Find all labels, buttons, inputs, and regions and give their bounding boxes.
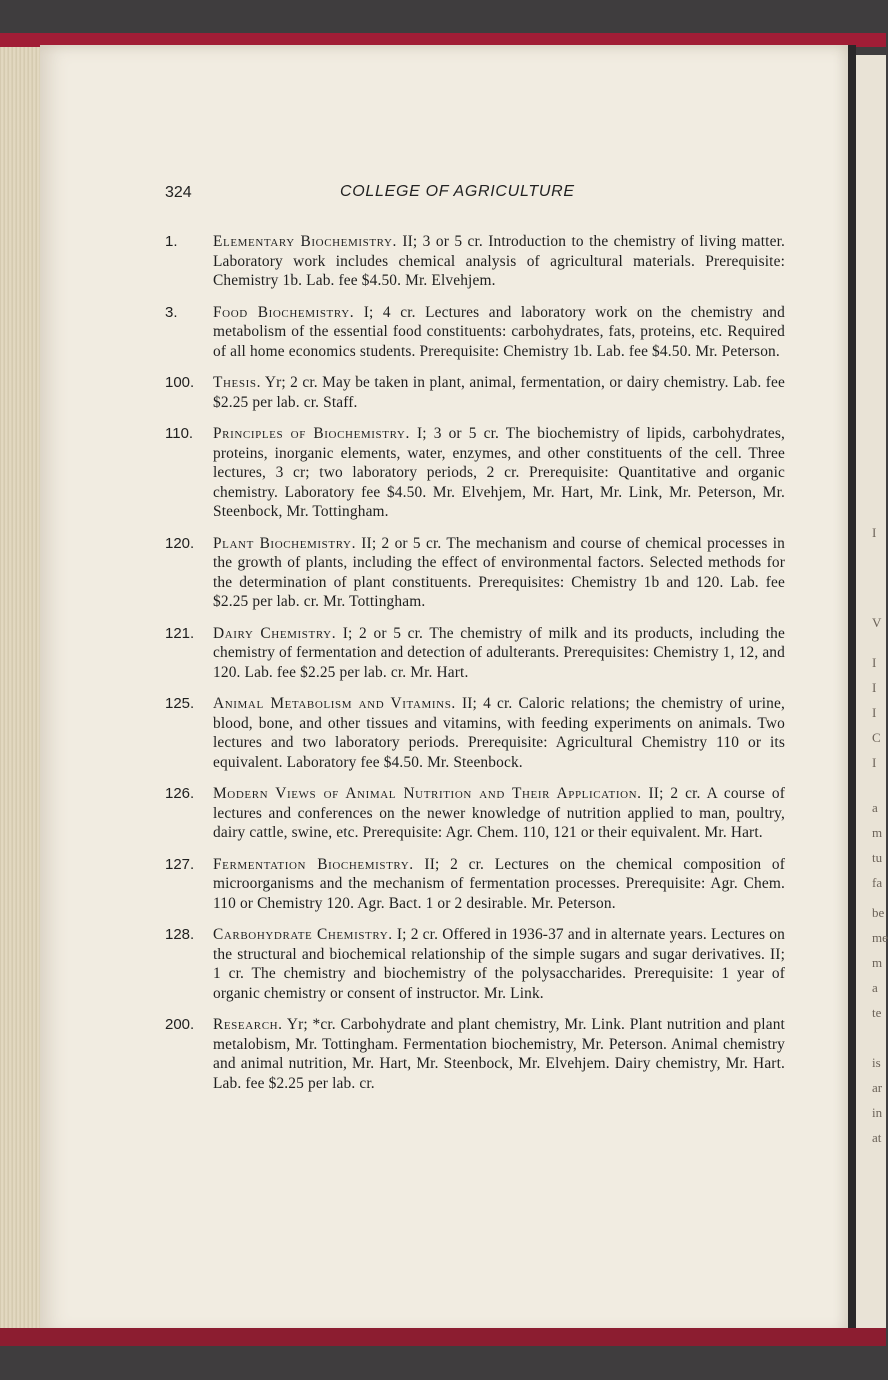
course-body	[213, 784, 785, 843]
course-description: Yr; 2 cr. May be taken in plant, animal, fermentation, or dairy chemistry. Lab. fee $2.25 per lab. cr. Staff.	[213, 374, 785, 411]
course-description: II; 4 cr. Caloric relations; the chemistry of urine, blood, bone, and other tissues and vitamins, with feeding experiments on animals. Two lectures and two laboratory periods. Prerequisite: Agricultural Chemistry 110 or its equivalent. Laboratory fee $4.50. Mr. Steenbock.	[213, 695, 785, 771]
course-number: 100.	[165, 374, 195, 391]
course-body	[213, 624, 785, 683]
course-title: Fermentation Biochemistry.	[213, 855, 414, 873]
course-entry-127	[165, 855, 785, 914]
course-title: Thesis.	[213, 374, 262, 391]
course-description: I; 3 or 5 cr. The biochemistry of lipids, carbohydrates, proteins, inorganic elements, water, enzymes, and other constituents of the cell. Three lectures, 3 cr; two laboratory periods, 2 cr. Prerequisite: Quantitative and organic chemistry. Laboratory fee $4.50. Mr. Elvehjem, Mr. Hart, Mr. Link, Mr. Peterson, Mr. Steenbock, Mr. Tottingham.	[213, 425, 785, 520]
book-binding-bottom	[0, 1328, 886, 1346]
course-number: 128.	[165, 926, 195, 943]
course-entry-120	[165, 534, 785, 612]
course-title: Dairy Chemistry.	[213, 624, 337, 642]
course-description: I; 2 or 5 cr. The chemistry of milk and its products, including the chemistry of fermentation and detection of adulterants. Prerequisites: Chemistry 1, 12, and 120. Lab. fee $2.25 per lab. cr. Mr. Hart.	[213, 624, 785, 681]
course-entry-3	[165, 303, 785, 362]
course-body	[213, 232, 785, 291]
course-title: Research.	[213, 1016, 283, 1033]
course-entry-128	[165, 925, 785, 1003]
next-page-edge: I V I I I C I a m tu fa be me m a te is ar in at	[856, 55, 886, 1335]
course-number: 3.	[165, 303, 178, 321]
course-number: 121.	[165, 624, 195, 642]
course-entry-126	[165, 784, 785, 843]
course-body	[213, 855, 785, 914]
course-description: II; 3 or 5 cr. Introduction to the chemistry of living matter. Laboratory work includes chemical analysis of agricultural materials. Prerequisite: Chemistry 1b. Lab. fee $4.50. Mr. Elvehjem.	[213, 233, 786, 289]
course-body	[213, 694, 785, 772]
course-title: Modern Views of Animal Nutrition and Their Application.	[213, 785, 642, 802]
course-number: 110.	[165, 425, 194, 442]
course-entry-200	[165, 1015, 785, 1093]
course-entry-110	[165, 424, 785, 522]
course-description: II; 2 cr. A course of lectures and conferences on the newer knowledge of nutrition applied to man, poultry, dairy cattle, swine, etc. Prerequisite: Agr. Chem. 110, 121 or their equivalent. Mr. Hart.	[213, 785, 785, 841]
course-entry-121	[165, 624, 785, 683]
course-title: Plant Biochemistry.	[213, 534, 357, 552]
course-title: Carbohydrate Chemistry.	[213, 926, 393, 943]
page-edges	[0, 47, 44, 1330]
course-description: II; 2 cr. Lectures on the chemical composition of microorganisms and the mechanism of fermentation processes. Prerequisite: Agr. Chem. 110 or Chemistry 120. Agr. Bact. 1 or 2 desirable. Mr. Peterson.	[213, 855, 785, 912]
course-body	[213, 534, 785, 612]
course-entry-100	[165, 373, 785, 412]
course-description: I; 2 cr. Offered in 1936-37 and in alternate years. Lectures on the structural and biochemical relationship of the simple sugars and sugar derivatives. II; 1 cr. The chemistry and biochemistry of the polysaccharides. Prerequisite: 1 year of organic chemistry or consent of instructor. Mr. Link.	[213, 926, 785, 1002]
course-number: 120.	[165, 534, 195, 552]
course-title: Elementary Biochemistry.	[213, 233, 398, 250]
course-number: 200.	[165, 1016, 195, 1033]
course-number: 125.	[165, 695, 195, 712]
course-description: Yr; *cr. Carbohydrate and plant chemistry, Mr. Link. Plant nutrition and plant metalobism, Mr. Tottingham. Fermentation biochemistry, Mr. Peterson. Animal chemistry and animal nutrition, Mr. Hart, Mr. Steenbock, Mr. Elvehjem. Dairy chemistry, Mr. Hart. Lab. fee $2.25 per lab. cr.	[213, 1016, 785, 1092]
course-title: Animal Metabolism and Vitamins.	[213, 695, 456, 712]
course-title: Principles of Biochemistry.	[213, 425, 410, 442]
course-number: 127.	[165, 855, 195, 873]
course-body	[213, 373, 785, 412]
course-number: 1.	[165, 233, 178, 250]
course-body	[213, 424, 785, 522]
course-description: I; 4 cr. Lectures and laboratory work on the chemistry and metabolism of the essential food constituents: carbohydrates, fats, proteins, etc. Required of all home economics students. Prerequisite: Chemistry 1b. Lab. fee $4.50. Mr. Peterson.	[213, 303, 785, 360]
course-title: Food Biochemistry.	[213, 303, 355, 321]
course-body	[213, 1015, 785, 1093]
course-description: II; 2 or 5 cr. The mechanism and course of chemical processes in the growth of plants, including the effect of environmental factors. Selected methods for the determination of plant constituents. Prerequisites: Chemistry 1b and 120. Lab. fee $2.25 per lab. cr. Mr. Tottingham.	[213, 534, 785, 610]
course-body	[213, 303, 785, 362]
course-list	[165, 232, 785, 1105]
page-number: 324	[165, 184, 192, 201]
course-number: 126.	[165, 785, 195, 802]
course-body	[213, 925, 785, 1003]
course-entry-125	[165, 694, 785, 772]
course-entry-1	[165, 232, 785, 291]
running-head: COLLEGE OF AGRICULTURE	[340, 183, 575, 200]
